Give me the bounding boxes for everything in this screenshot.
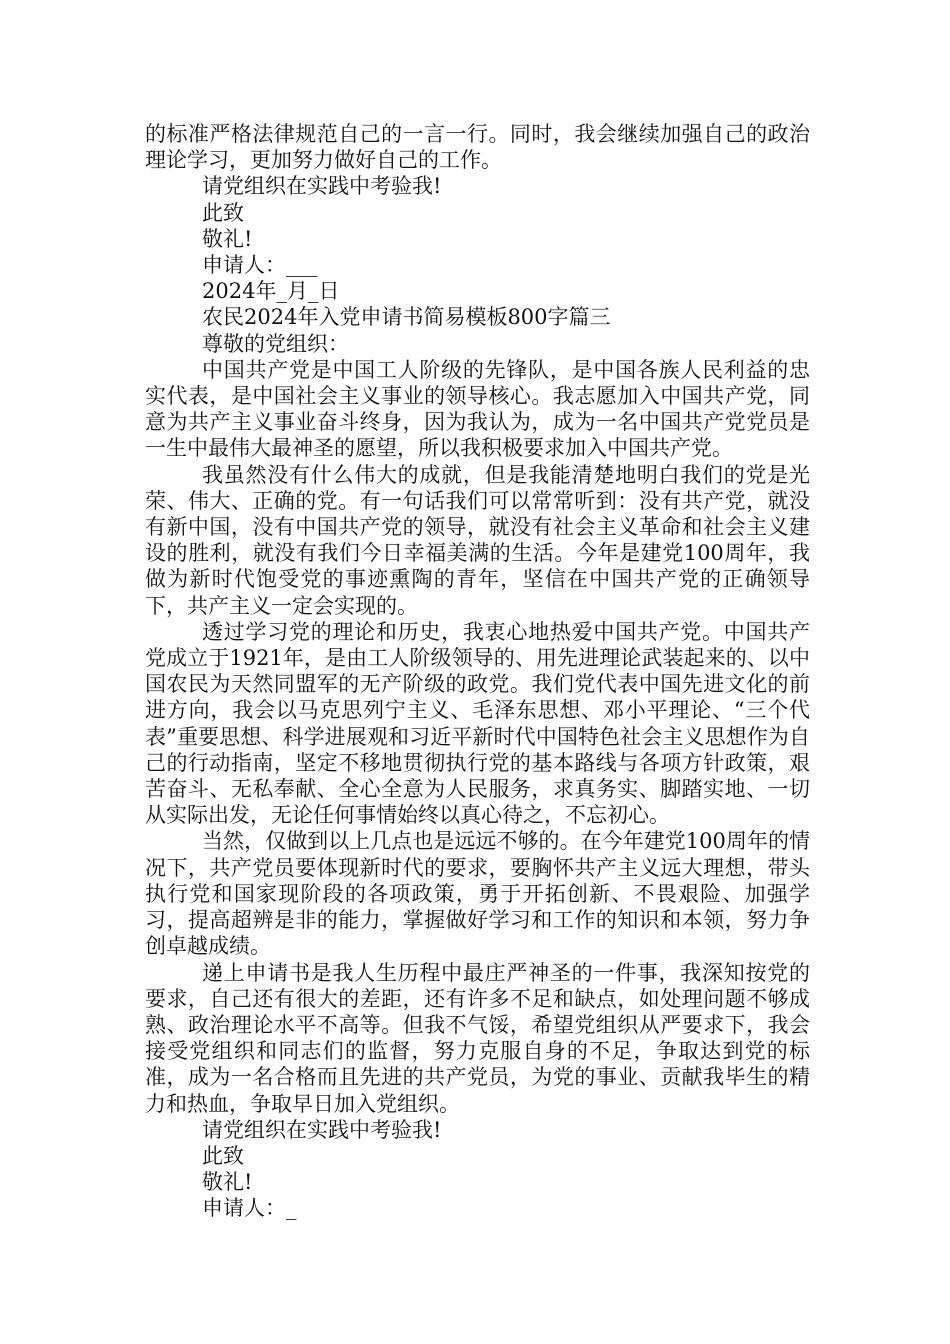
- salutation-cizhi-2: 此致: [202, 1143, 244, 1168]
- salutation-jingli: 敬礼!: [202, 226, 253, 251]
- body-paragraph-2: 我虽然没有什么伟大的成就，但是我能清楚地明白我们的党是光荣、伟大、正确的党。有一句话我们可以常常听到：没有共产党，就没有新中国，没有中国共产党的领导，就没有社会主义革命和社会主义建设的胜利，就没有我们今日幸福美满的生活。今年是建党100周年，我做为新时代饱受党的事迹熏陶的青年，坚信在中国共产党的正确领导下，共产主义一定会实现的。: [145, 462, 810, 618]
- paragraph-continuation: 的标准严格法律规范自己的一言一行。同时，我会继续加强自己的政治理论学习，更加努力做好自己的工作。: [145, 122, 810, 173]
- section-title: 农民2024年入党申请书简易模板800字篇三: [202, 305, 611, 330]
- document-body: [145, 121, 810, 1222]
- greeting-line: 尊敬的党组织：: [202, 331, 349, 356]
- closing-request-line: 请党组织在实践中考验我!: [202, 174, 442, 199]
- body-paragraph-4: 当然，仅做到以上几点也是远远不够的。在今年建党100周年的情况下，共产党员要体现新时代的要求，要胸怀共产主义远大理想，带头执行党和国家现阶段的各项政策，勇于开拓创新、不畏艰险、加强学习，提高超辨是非的能力，掌握做好学习和工作的知识和本领，努力争创卓越成绩。: [145, 829, 810, 959]
- body-paragraph-5: 递上申请书是我人生历程中最庄严神圣的一件事，我深知按党的要求，自己还有很大的差距，还有许多不足和缺点，如处理问题不够成熟、政治理论水平不高等。但我不气馁，希望党组织从严要求下，我会接受党组织和同志们的监督，努力克服自身的不足，争取达到党的标准，成为一名合格而且先进的共产党员，为党的事业、贡献我毕生的精力和热血，争取早日加入党组织。: [145, 960, 810, 1116]
- salutation-cizhi: 此致: [202, 200, 244, 225]
- date-line: 2024年_月_日: [202, 279, 340, 304]
- applicant-line: 申请人：___: [202, 253, 318, 278]
- applicant-line-2: 申请人：_: [202, 1196, 297, 1221]
- body-paragraph-1: 中国共产党是中国工人阶级的先锋队，是中国各族人民利益的忠实代表，是中国社会主义事业的领导核心。我志愿加入中国共产党，同意为共产主义事业奋斗终身，因为我认为，成为一名中国共产党党员是一生中最伟大最神圣的愿望，所以我积极要求加入中国共产党。: [145, 357, 810, 461]
- body-paragraph-3: 透过学习党的理论和历史，我衷心地热爱中国共产党。中国共产党成立于1921年，是由工人阶级领导的、用先进理论武装起来的、以中国农民为天然同盟军的无产阶级的政党。我们党代表中国先进文化的前进方向，我会以马克思列宁主义、毛泽东思想、邓小平理论、“三个代表”重要思想、科学进展观和习近平新时代中国特色社会主义思想作为自己的行动指南，坚定不移地贯彻执行党的基本路线与各项方针政策，艰苦奋斗、无私奉献、全心全意为人民服务，求真务实、脚踏实地、一切从实际出发，无论任何事情始终以真心待之，不忘初心。: [145, 619, 810, 828]
- closing-request-line-2: 请党组织在实践中考验我!: [202, 1117, 442, 1142]
- salutation-jingli-2: 敬礼!: [202, 1170, 253, 1195]
